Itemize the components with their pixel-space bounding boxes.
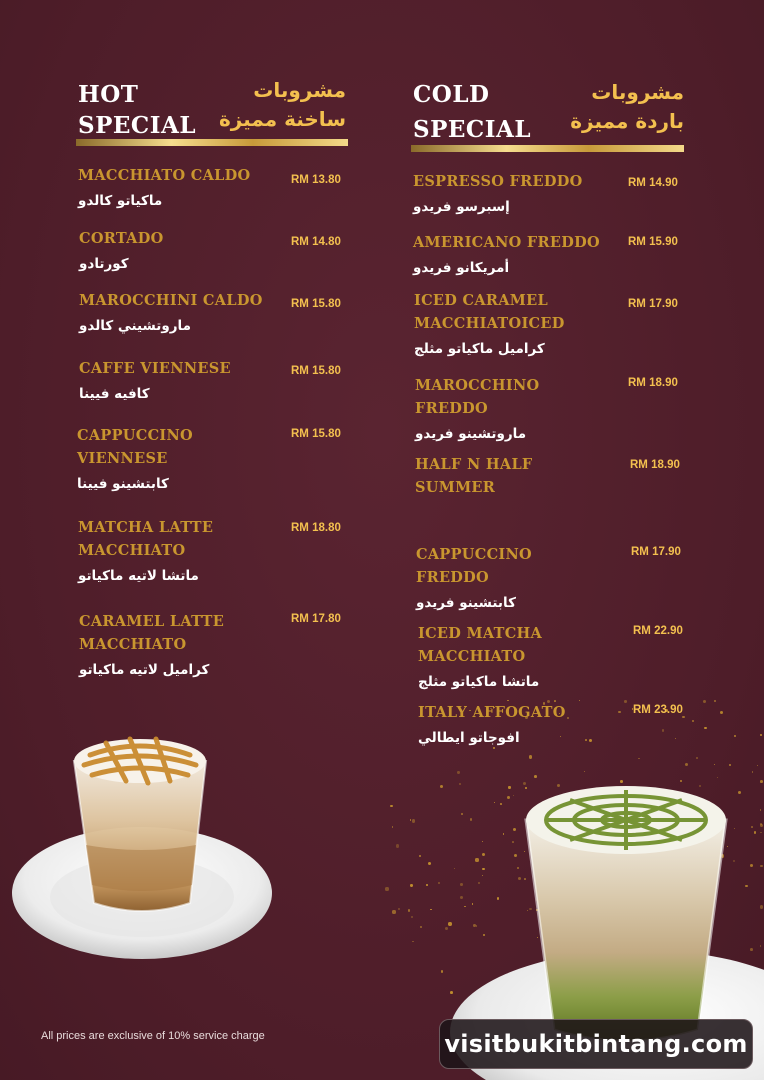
menu-item bbox=[415, 374, 555, 445]
gold-dust-particle bbox=[638, 758, 639, 759]
gold-dust-particle bbox=[682, 716, 684, 718]
item-price: RM 17.90 bbox=[631, 546, 681, 558]
item-name-arabic: ماكياتو كالدو bbox=[78, 193, 163, 209]
gold-dust-particle bbox=[392, 910, 395, 913]
gold-dust-particle bbox=[714, 764, 715, 765]
menu-item bbox=[413, 170, 613, 218]
gold-dust-particle bbox=[675, 738, 676, 739]
cold-title-ar-line1: مشروبات bbox=[591, 80, 684, 104]
gold-dust-particle bbox=[426, 884, 428, 886]
gold-dust-particle bbox=[410, 884, 412, 886]
gold-dust-particle bbox=[398, 908, 401, 911]
item-name-arabic: كافيه فيينا bbox=[79, 386, 150, 402]
item-name: CAPPUCCINO VIENNESE bbox=[77, 427, 193, 467]
menu-item bbox=[415, 453, 555, 499]
gold-dust-particle bbox=[408, 909, 410, 911]
caramel-latte-macchiato-photo bbox=[8, 725, 280, 975]
menu-item bbox=[413, 231, 623, 279]
gold-dust-particle bbox=[584, 771, 585, 772]
item-price: RM 18.90 bbox=[628, 377, 678, 389]
gold-dust-particle bbox=[662, 729, 664, 731]
gold-dust-particle bbox=[457, 771, 459, 773]
item-name-arabic: كراميل لاتيه ماكياتو bbox=[79, 662, 210, 678]
item-price: RM 13.80 bbox=[291, 174, 341, 186]
item-name-arabic: ماتشا ماكياتو مثلج bbox=[418, 674, 540, 690]
item-name: MACCHIATO CALDO bbox=[78, 167, 251, 184]
item-price: RM 23.90 bbox=[633, 704, 683, 716]
service-charge-note: All prices are exclusive of 10% service charge bbox=[41, 1030, 265, 1042]
item-price: RM 15.90 bbox=[628, 236, 678, 248]
gold-dust-particle bbox=[624, 700, 627, 703]
item-name-arabic: إسبرسو فريدو bbox=[413, 199, 510, 215]
gold-dust-particle bbox=[392, 826, 393, 827]
website-badge[interactable]: visitbukitbintang.com bbox=[439, 1019, 753, 1069]
item-name-arabic: افوجاتو ايطالي bbox=[418, 730, 520, 746]
gold-dust-particle bbox=[729, 764, 731, 766]
gold-dust-particle bbox=[396, 844, 399, 847]
item-name-arabic: ماروتشيني كالدو bbox=[79, 318, 191, 334]
item-name: ICED CARAMEL MACCHIATOICED bbox=[414, 292, 565, 332]
hot-title-line2: SPECIAL bbox=[78, 112, 197, 139]
item-name: MAROCCHINI CALDO bbox=[79, 292, 263, 309]
gold-dust-particle bbox=[390, 805, 393, 808]
gold-dust-particle bbox=[760, 734, 762, 736]
item-name: ITALY AFFOGATO bbox=[418, 704, 566, 721]
item-price: RM 18.80 bbox=[291, 522, 341, 534]
gold-dust-particle bbox=[714, 700, 716, 702]
gold-dust-particle bbox=[412, 819, 415, 822]
gold-dust-particle bbox=[534, 775, 537, 778]
hot-title-line1: HOT bbox=[78, 81, 139, 108]
item-name-arabic: ماتشا لاتيه ماكياتو bbox=[78, 568, 199, 584]
item-name-arabic: كابتشينو فيينا bbox=[77, 476, 169, 492]
gold-dust-particle bbox=[420, 926, 422, 928]
menu-item bbox=[79, 357, 279, 405]
menu-item bbox=[418, 622, 558, 693]
item-name: AMERICANO FREDDO bbox=[413, 234, 600, 251]
item-name: CORTADO bbox=[79, 230, 164, 247]
item-name: CARAMEL LATTE MACCHIATO bbox=[79, 613, 225, 653]
gold-dust-particle bbox=[717, 777, 718, 778]
menu-item bbox=[416, 543, 556, 614]
item-price: RM 17.80 bbox=[291, 613, 341, 625]
hot-heading-divider bbox=[76, 139, 348, 146]
gold-dust-particle bbox=[757, 765, 758, 766]
gold-dust-particle bbox=[685, 763, 688, 766]
menu-item bbox=[79, 289, 289, 337]
menu-item bbox=[414, 289, 584, 360]
menu-item bbox=[78, 516, 228, 587]
item-price: RM 17.90 bbox=[628, 298, 678, 310]
menu-item bbox=[79, 227, 279, 275]
item-price: RM 18.90 bbox=[630, 459, 680, 471]
item-name-arabic: كابتشينو فريدو bbox=[416, 595, 516, 611]
gold-dust-particle bbox=[692, 720, 695, 723]
cold-heading-divider bbox=[411, 145, 684, 152]
menu-item bbox=[77, 424, 207, 495]
item-name: CAPPUCCINO FREDDO bbox=[416, 546, 532, 586]
gold-dust-particle bbox=[385, 887, 388, 890]
item-name: HALF N HALF SUMMER bbox=[415, 456, 533, 496]
item-name-arabic: أمريكانو فريدو bbox=[413, 260, 510, 276]
cold-title-line2: SPECIAL bbox=[413, 116, 532, 143]
item-price: RM 15.80 bbox=[291, 428, 341, 440]
gold-dust-particle bbox=[529, 755, 532, 758]
cold-title-line1: COLD bbox=[413, 81, 490, 108]
gold-dust-particle bbox=[704, 727, 706, 729]
menu-item bbox=[418, 701, 618, 749]
item-name: ICED MATCHA MACCHIATO bbox=[418, 625, 543, 665]
gold-dust-particle bbox=[696, 757, 698, 759]
gold-dust-particle bbox=[618, 711, 620, 713]
menu-item bbox=[79, 610, 249, 681]
gold-dust-particle bbox=[412, 941, 413, 942]
hot-title-ar-line1: مشروبات bbox=[253, 78, 346, 102]
item-price: RM 22.90 bbox=[633, 625, 683, 637]
item-name: MATCHA LATTE MACCHIATO bbox=[78, 519, 214, 559]
item-price: RM 14.80 bbox=[291, 236, 341, 248]
gold-dust-particle bbox=[734, 735, 736, 737]
gold-dust-particle bbox=[419, 855, 421, 857]
item-price: RM 15.80 bbox=[291, 365, 341, 377]
item-name: ESPRESSO FREDDO bbox=[413, 173, 583, 190]
item-name: MAROCCHINO FREDDO bbox=[415, 377, 540, 417]
item-name: CAFFE VIENNESE bbox=[79, 360, 231, 377]
item-name-arabic: كراميل ماكياتو مثلج bbox=[414, 341, 545, 357]
gold-dust-particle bbox=[703, 700, 706, 703]
item-price: RM 14.90 bbox=[628, 177, 678, 189]
gold-dust-particle bbox=[752, 771, 753, 772]
gold-dust-particle bbox=[720, 711, 723, 714]
item-name-arabic: كورتادو bbox=[79, 256, 129, 272]
item-name-arabic: ماروتشينو فريدو bbox=[415, 426, 527, 442]
item-price: RM 15.80 bbox=[291, 298, 341, 310]
gold-dust-particle bbox=[411, 916, 413, 918]
hot-title-ar-line2: ساخنة مميزة bbox=[218, 107, 346, 131]
menu-item bbox=[78, 164, 278, 212]
cold-title-ar-line2: باردة مميزة bbox=[570, 109, 684, 133]
